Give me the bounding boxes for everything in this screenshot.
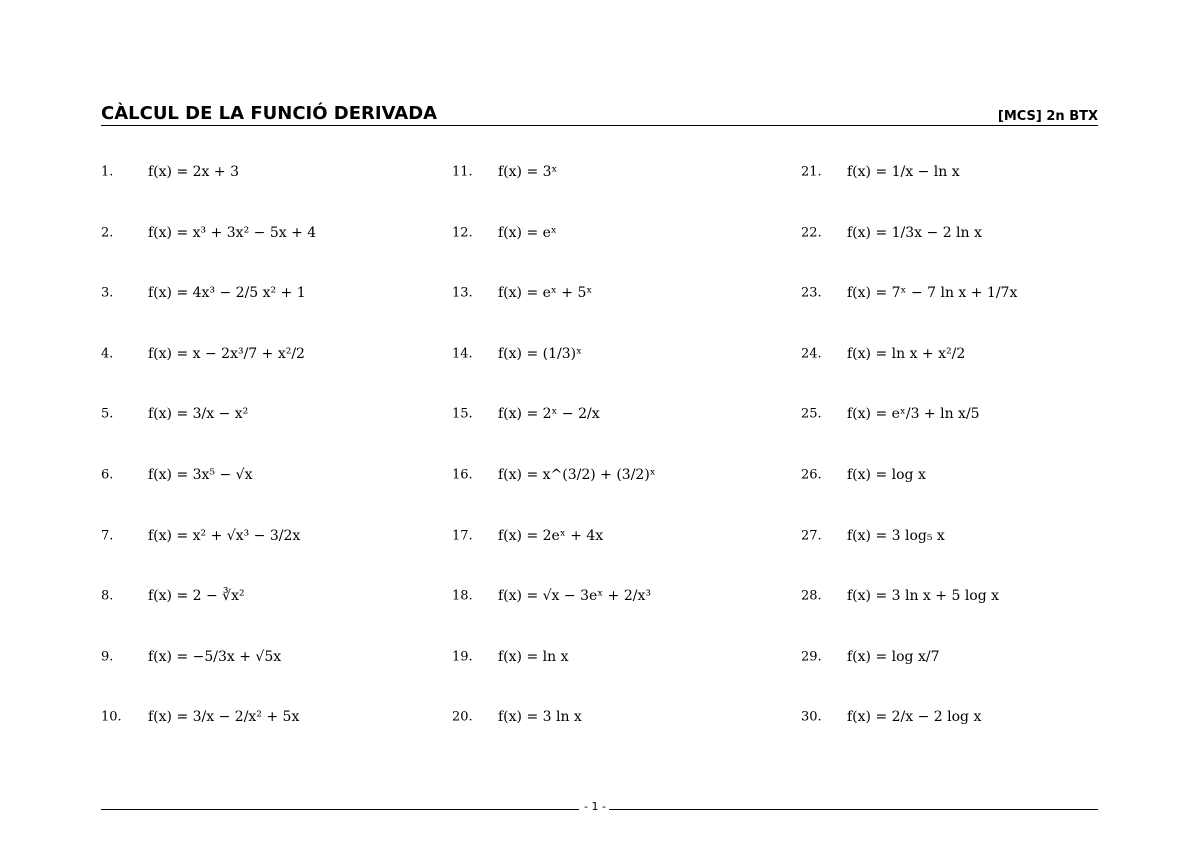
exercise-formula: f(x) = x − 2x³/7 + x²/2 <box>148 345 305 362</box>
exercise-number: 30. <box>801 709 822 725</box>
exercise-item <box>801 213 1131 253</box>
exercise-number: 11. <box>452 164 473 180</box>
exercise-formula: f(x) = 1/3x − 2 ln x <box>847 224 982 241</box>
exercise-formula: f(x) = 3 ln x <box>498 709 582 726</box>
exercise-number: 24. <box>801 346 822 362</box>
exercise-number: 18. <box>452 588 473 604</box>
exercise-item <box>101 152 431 192</box>
exercise-formula: f(x) = 3 ln x + 5 log x <box>847 588 1000 605</box>
exercise-number: 6. <box>101 467 114 483</box>
exercise-formula: f(x) = ln x <box>498 648 569 665</box>
exercise-formula: f(x) = x² + √x³ − 3/2x <box>148 527 301 544</box>
exercise-number: 10. <box>101 709 122 725</box>
exercise-item <box>452 516 782 556</box>
exercise-item <box>101 394 431 434</box>
footer-rule-left <box>101 809 579 810</box>
exercise-item <box>801 334 1131 374</box>
exercise-number: 23. <box>801 285 822 301</box>
exercise-formula: f(x) = 3/x − x² <box>148 406 249 423</box>
exercise-number: 4. <box>101 346 114 362</box>
exercise-item <box>101 455 431 495</box>
exercise-number: 21. <box>801 164 822 180</box>
exercise-number: 22. <box>801 225 822 241</box>
exercise-item <box>801 576 1131 616</box>
exercise-number: 19. <box>452 649 473 665</box>
exercise-formula: f(x) = eˣ <box>498 224 557 241</box>
exercise-formula: f(x) = eˣ/3 + ln x/5 <box>847 406 980 423</box>
exercise-formula: f(x) = 2ˣ − 2/x <box>498 406 600 423</box>
exercise-item <box>452 273 782 313</box>
exercise-formula: f(x) = 7ˣ − 7 ln x + 1/7x <box>847 285 1018 302</box>
exercise-number: 27. <box>801 528 822 544</box>
exercise-item <box>452 394 782 434</box>
exercise-item <box>452 576 782 616</box>
exercise-number: 14. <box>452 346 473 362</box>
exercise-number: 16. <box>452 467 473 483</box>
exercise-number: 20. <box>452 709 473 725</box>
exercise-formula: f(x) = 3ˣ <box>498 164 558 180</box>
exercise-item <box>101 697 431 737</box>
exercise-formula: f(x) = x³ + 3x² − 5x + 4 <box>148 224 317 241</box>
exercise-formula: f(x) = 3x⁵ − √x <box>148 467 253 483</box>
exercise-item <box>452 697 782 737</box>
exercise-formula: f(x) = √x − 3eˣ + 2/x³ <box>498 588 651 605</box>
exercise-formula: f(x) = 4x³ − 2/5 x² + 1 <box>148 285 306 302</box>
exercise-number: 17. <box>452 528 473 544</box>
exercise-formula: f(x) = ln x + x²/2 <box>847 345 966 362</box>
exercise-item <box>801 455 1131 495</box>
exercise-number: 26. <box>801 467 822 483</box>
page-header <box>101 103 1098 126</box>
exercise-item <box>801 516 1131 556</box>
footer-rule-right <box>609 809 1098 810</box>
course-label: [MCS] 2n BTX <box>997 109 1098 124</box>
exercise-formula: f(x) = 2/x − 2 log x <box>847 709 982 726</box>
exercise-number: 1. <box>101 164 114 180</box>
exercise-number: 29. <box>801 649 822 665</box>
exercise-item <box>101 576 431 616</box>
exercise-item <box>101 273 431 313</box>
exercise-formula: f(x) = x^(3/2) + (3/2)ˣ <box>498 467 656 483</box>
exercise-item <box>101 516 431 556</box>
exercise-formula: f(x) = 1/x − ln x <box>847 164 960 180</box>
page-title: CÀLCUL DE LA FUNCIÓ DERIVADA <box>101 103 438 124</box>
exercise-item <box>801 273 1131 313</box>
exercise-number: 7. <box>101 528 114 544</box>
exercise-formula: f(x) = 3/x − 2/x² + 5x <box>148 709 300 726</box>
exercise-number: 15. <box>452 406 473 422</box>
exercise-formula: f(x) = 2eˣ + 4x <box>498 527 604 544</box>
exercise-item <box>801 637 1131 677</box>
exercise-item <box>101 213 431 253</box>
exercise-formula: f(x) = eˣ + 5ˣ <box>498 285 593 302</box>
exercise-number: 9. <box>101 649 114 665</box>
exercise-item <box>452 334 782 374</box>
exercise-formula: f(x) = 2 − ∛x² <box>148 588 245 605</box>
exercise-item <box>801 152 1131 192</box>
exercise-item <box>801 394 1131 434</box>
exercise-number: 28. <box>801 588 822 604</box>
exercise-formula: f(x) = 3 log₅ x <box>847 527 945 544</box>
exercise-item <box>452 213 782 253</box>
exercise-number: 13. <box>452 285 473 301</box>
exercise-formula: f(x) = log x/7 <box>847 648 940 665</box>
exercise-number: 8. <box>101 588 114 604</box>
exercise-number: 5. <box>101 406 114 422</box>
exercise-number: 3. <box>101 285 114 301</box>
exercise-item <box>452 455 782 495</box>
exercise-number: 12. <box>452 225 473 241</box>
exercise-item <box>452 637 782 677</box>
exercise-item <box>452 152 782 192</box>
exercise-formula: f(x) = −5/3x + √5x <box>148 648 282 665</box>
exercise-formula: f(x) = 2x + 3 <box>148 164 239 180</box>
exercise-item <box>801 697 1131 737</box>
exercise-number: 2. <box>101 225 114 241</box>
exercise-formula: f(x) = (1/3)ˣ <box>498 345 583 362</box>
page-number: - 1 - <box>584 800 606 813</box>
exercise-number: 25. <box>801 406 822 422</box>
exercise-item <box>101 637 431 677</box>
exercise-formula: f(x) = log x <box>847 467 926 483</box>
exercise-item <box>101 334 431 374</box>
